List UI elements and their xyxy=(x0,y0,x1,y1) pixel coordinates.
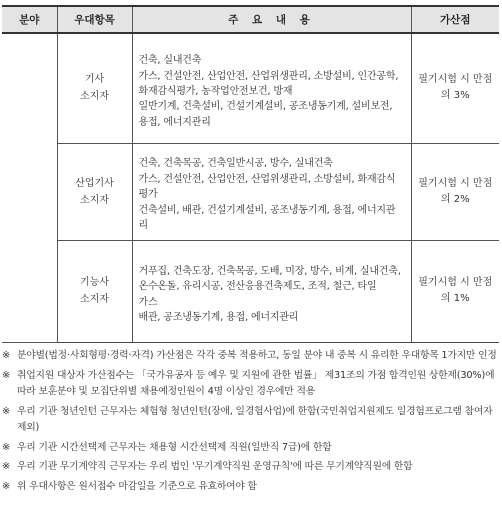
content-line: 가스, 건설안전, 산업안전, 산업위생관리, 소방설비, 인간공학, 화재감식평가, 농작업안전보건, 방재 xyxy=(138,70,399,98)
points-cell: 필기시험 시 만점의 1% xyxy=(411,240,499,342)
category-line: 소지자 xyxy=(80,194,109,206)
note-text: 우리 기관 청년인턴 근무자는 체험형 청년인턴(장애, 일경험사업)에 한함(국민취업지원제도 일경험프로그램 참여자 제외) xyxy=(17,405,493,433)
category-line: 기능사 xyxy=(80,277,109,288)
category-cell xyxy=(57,143,132,240)
note-item xyxy=(2,479,499,496)
reference-mark: ※ xyxy=(2,369,11,381)
reference-mark: ※ xyxy=(2,461,11,472)
points-cell: 필기시험 시 만점의 3% xyxy=(411,33,499,143)
field-cell xyxy=(2,33,57,342)
category-line: 소지자 xyxy=(80,294,109,305)
content-cell xyxy=(132,240,411,342)
content-line: 거푸집, 건축도장, 건축목공, 도배, 미장, 방수, 비계, 실내건축, 온수온돌, 유리시공, 전산응용건축제도, 조적, 철근, 타일 xyxy=(138,265,401,293)
reference-mark: ※ xyxy=(2,405,11,417)
category-line: 기사 xyxy=(84,74,105,86)
table-row xyxy=(2,240,499,342)
note-text: 취업지원 대상자 가산점수는 「국가유공자 등 예우 및 지원에 관한 법률」 제31조의 가점 합격인원 상한제(30%)에 따라 보훈분야 및 모집단위별 채용예정인원이 4명 이상인 경우에만 적용 xyxy=(17,369,495,397)
category-cell xyxy=(57,240,132,342)
header-item: 우대항목 xyxy=(57,6,132,33)
note-item xyxy=(2,459,499,476)
header-field: 분야 xyxy=(2,6,57,33)
note-text: 우리 기관 무기계약직 근무자는 우리 법인 '무기계약직원 운영규칙'에 따른 무기계약직원에 한함 xyxy=(17,461,413,472)
note-text: 우리 기관 시간선택제 근무자는 채용형 시간선택제 직원(일반직 7급)에 한함 xyxy=(17,441,332,453)
category-line: 산업기사 xyxy=(75,177,114,189)
header-points: 가산점 xyxy=(411,6,499,33)
content-line: 건축, 건축목공, 건축일반시공, 방수, 실내건축 xyxy=(138,158,333,170)
content-line: 가스 xyxy=(138,296,158,308)
table-header-row xyxy=(2,6,499,33)
note-item xyxy=(2,440,499,457)
content-line: 건축설비, 배관, 건설기계설비, 공조냉동기계, 용접, 에너지관리 xyxy=(138,204,396,232)
table-row xyxy=(2,143,499,240)
note-item xyxy=(2,404,499,437)
preference-points-table xyxy=(2,5,499,343)
content-line: 배관, 공조냉동기계, 용접, 에너지관리 xyxy=(138,311,299,323)
note-text: 분야별(법정·사회형평·경력·자격) 가산점은 각각 중복 적용하고, 동일 분야 내 중복 시 유리한 우대항목 1가지만 인정 xyxy=(17,350,497,361)
category-line: 소지자 xyxy=(80,91,109,103)
note-item xyxy=(2,368,499,401)
table-row xyxy=(2,33,499,143)
points-cell: 필기시험 시 만점의 2% xyxy=(411,143,499,240)
reference-mark: ※ xyxy=(2,350,11,361)
content-line: 건축, 실내건축 xyxy=(138,55,202,67)
reference-mark: ※ xyxy=(2,480,11,492)
header-content: 주 요 내 용 xyxy=(132,6,411,33)
content-line: 가스, 건설안전, 산업안전, 산업위생관리, 소방설비, 화재감식평가 xyxy=(138,173,396,201)
content-cell xyxy=(132,143,411,240)
reference-mark: ※ xyxy=(2,441,11,453)
note-text: 위 우대사항은 원서접수 마감일을 기준으로 유효하여야 함 xyxy=(17,480,257,492)
notes-list xyxy=(2,348,499,498)
content-line: 일반기계, 건축설비, 건설기계설비, 공조냉동기계, 설비보전, 용접, 에너지관리 xyxy=(138,101,393,128)
content-cell xyxy=(132,33,411,143)
category-cell xyxy=(57,33,132,143)
note-item xyxy=(2,348,499,365)
